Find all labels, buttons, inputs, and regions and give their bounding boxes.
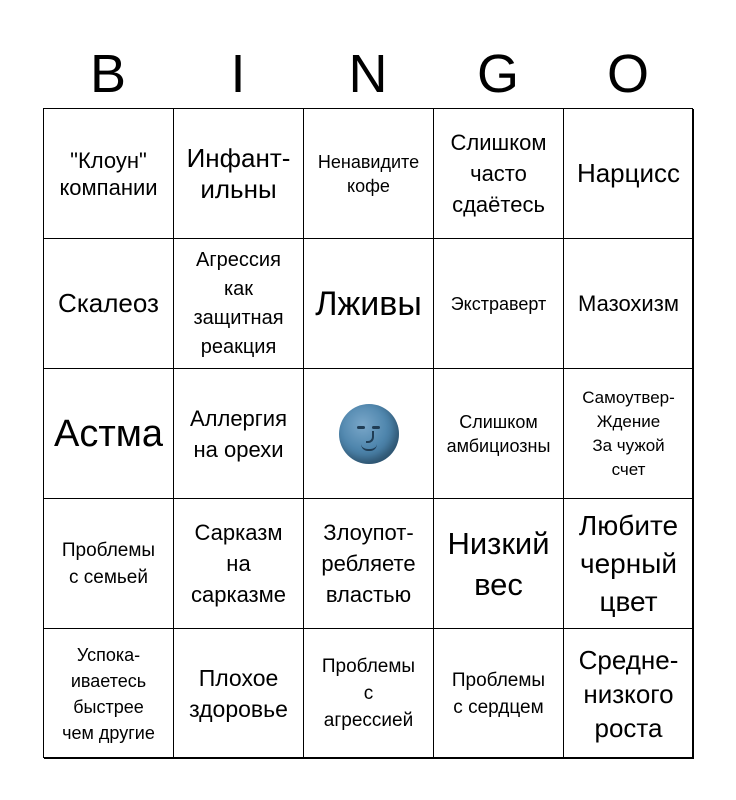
bingo-cell[interactable] [304,629,434,759]
bingo-cell[interactable] [434,239,564,369]
cell-text: Злоупот- ребляете властью [321,520,416,607]
bingo-cell[interactable] [304,239,434,369]
cell-text: Проблемы с семьей [61,539,156,588]
header-letter-i: I [230,44,246,104]
cell-text: Самоутвер- Ждение За чужой счет [582,387,675,479]
cell-text: Проблемы с агрессией [321,656,416,731]
bingo-cell[interactable] [564,629,694,759]
header-letter-b: B [89,44,127,104]
bingo-board [43,108,693,758]
cell-text: Проблемы с сердцем [451,669,546,718]
bingo-cell[interactable] [174,499,304,629]
bingo-cell[interactable] [564,499,694,629]
header-letter-o: O [606,44,649,104]
bingo-cell[interactable] [304,499,434,629]
cell-text: Аллергия на орехи [189,405,288,462]
cell-text: Лживы [315,284,422,323]
moon-nose [366,431,374,443]
cell-text: Скалеоз [58,288,159,318]
cell-text: Плохое здоровье [189,664,288,722]
cell-text: Инфант- ильны [186,142,291,204]
cell-text: Мазохизм [578,291,679,316]
bingo-cell[interactable] [564,239,694,369]
bingo-cell[interactable] [564,369,694,499]
cell-text: "Клоун" компании [59,147,158,200]
header-letter-g: G [476,44,519,104]
bingo-cell[interactable] [434,109,564,239]
bingo-header [43,40,693,108]
cell-text: Ненавидите кофе [317,151,420,196]
bingo-cell[interactable] [44,369,174,499]
cell-text: Успока- иваетесь быстрее чем другие [62,644,155,743]
cell-text: Низкий вес [447,525,550,602]
bingo-cell[interactable] [174,239,304,369]
moon-left-eye [357,426,365,429]
bingo-cell[interactable] [434,629,564,759]
bingo-cell[interactable] [304,109,434,239]
bingo-cell[interactable] [434,369,564,499]
cell-text: Экстраверт [450,293,547,314]
bingo-cell[interactable] [174,629,304,759]
new-moon-face-icon [339,404,399,464]
cell-text: Нарцисс [576,158,681,188]
bingo-cell[interactable] [564,109,694,239]
bingo-cell[interactable] [434,499,564,629]
header-letter-n: N [348,44,388,104]
cell-text: Агрессия как защитная реакция [193,248,284,358]
cell-text: Слишком амбициозны [446,411,551,456]
cell-text: Любите черный цвет [578,509,679,617]
bingo-cell[interactable] [44,499,174,629]
bingo-cell[interactable] [44,629,174,759]
free-space-cell[interactable] [304,369,434,499]
moon-mouth [361,444,377,451]
cell-text: Средне- низкого роста [578,644,679,743]
bingo-cell[interactable] [44,239,174,369]
bingo-cell[interactable] [174,109,304,239]
cell-text: Слишком часто сдаётесь [450,130,547,217]
cell-text: Сарказм на сарказме [190,520,286,607]
moon-right-eye [372,426,380,429]
bingo-cell[interactable] [44,109,174,239]
bingo-cell[interactable] [174,369,304,499]
cell-text: Астма [53,412,163,455]
